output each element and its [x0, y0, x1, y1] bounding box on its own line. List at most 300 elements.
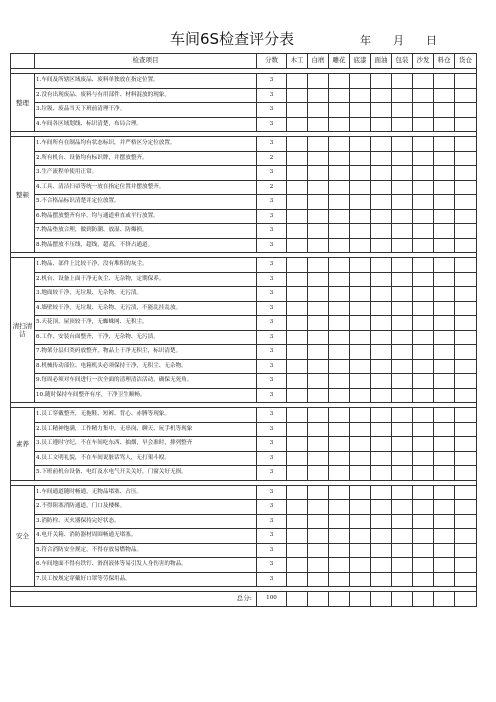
dept-score-cell[interactable] [455, 74, 477, 89]
dept-score-cell[interactable] [392, 572, 413, 587]
dept-score-cell[interactable] [392, 451, 413, 466]
dept-score-cell[interactable] [350, 500, 371, 515]
dept-score-cell[interactable] [329, 466, 350, 481]
dept-score-cell[interactable] [308, 543, 329, 558]
dept-score-cell[interactable] [434, 258, 455, 273]
dept-score-cell[interactable] [392, 422, 413, 437]
dept-score-cell[interactable] [350, 287, 371, 302]
dept-score-cell[interactable] [287, 272, 308, 287]
dept-score-cell[interactable] [392, 209, 413, 224]
dept-score-cell[interactable] [371, 151, 392, 166]
dept-score-cell[interactable] [308, 558, 329, 573]
dept-score-cell[interactable] [455, 151, 477, 166]
dept-total-cell[interactable] [413, 592, 434, 607]
dept-score-cell[interactable] [287, 572, 308, 587]
dept-score-cell[interactable] [413, 137, 434, 152]
dept-score-cell[interactable] [434, 451, 455, 466]
dept-score-cell[interactable] [350, 258, 371, 273]
dept-score-cell[interactable] [287, 258, 308, 273]
dept-score-cell[interactable] [455, 422, 477, 437]
dept-score-cell[interactable] [287, 238, 308, 253]
dept-score-cell[interactable] [371, 437, 392, 452]
dept-score-cell[interactable] [287, 180, 308, 195]
dept-score-cell[interactable] [455, 272, 477, 287]
dept-score-cell[interactable] [350, 74, 371, 89]
dept-score-cell[interactable] [392, 485, 413, 500]
dept-score-cell[interactable] [329, 272, 350, 287]
dept-score-cell[interactable] [413, 529, 434, 544]
dept-score-cell[interactable] [287, 466, 308, 481]
dept-score-cell[interactable] [287, 117, 308, 132]
dept-score-cell[interactable] [434, 209, 455, 224]
dept-score-cell[interactable] [392, 514, 413, 529]
dept-score-cell[interactable] [455, 258, 477, 273]
dept-score-cell[interactable] [329, 151, 350, 166]
dept-score-cell[interactable] [413, 558, 434, 573]
dept-score-cell[interactable] [329, 543, 350, 558]
dept-score-cell[interactable] [308, 437, 329, 452]
dept-score-cell[interactable] [308, 500, 329, 515]
dept-score-cell[interactable] [455, 388, 477, 403]
dept-score-cell[interactable] [287, 166, 308, 181]
dept-score-cell[interactable] [350, 466, 371, 481]
dept-score-cell[interactable] [371, 485, 392, 500]
dept-score-cell[interactable] [350, 195, 371, 210]
dept-score-cell[interactable] [413, 224, 434, 239]
dept-score-cell[interactable] [413, 451, 434, 466]
dept-score-cell[interactable] [308, 180, 329, 195]
dept-score-cell[interactable] [329, 558, 350, 573]
dept-score-cell[interactable] [392, 224, 413, 239]
dept-score-cell[interactable] [371, 422, 392, 437]
dept-score-cell[interactable] [308, 301, 329, 316]
dept-score-cell[interactable] [350, 374, 371, 389]
dept-score-cell[interactable] [434, 330, 455, 345]
dept-score-cell[interactable] [308, 514, 329, 529]
dept-score-cell[interactable] [350, 88, 371, 103]
dept-score-cell[interactable] [413, 422, 434, 437]
dept-score-cell[interactable] [329, 422, 350, 437]
dept-score-cell[interactable] [371, 529, 392, 544]
dept-score-cell[interactable] [329, 316, 350, 331]
dept-score-cell[interactable] [287, 345, 308, 360]
dept-score-cell[interactable] [308, 466, 329, 481]
dept-total-cell[interactable] [371, 592, 392, 607]
dept-score-cell[interactable] [392, 238, 413, 253]
dept-score-cell[interactable] [371, 316, 392, 331]
dept-score-cell[interactable] [413, 209, 434, 224]
dept-score-cell[interactable] [329, 408, 350, 423]
dept-total-cell[interactable] [455, 592, 477, 607]
dept-score-cell[interactable] [371, 330, 392, 345]
dept-score-cell[interactable] [434, 485, 455, 500]
dept-score-cell[interactable] [308, 195, 329, 210]
dept-score-cell[interactable] [287, 558, 308, 573]
dept-score-cell[interactable] [455, 359, 477, 374]
dept-score-cell[interactable] [287, 359, 308, 374]
dept-score-cell[interactable] [434, 345, 455, 360]
dept-score-cell[interactable] [392, 374, 413, 389]
dept-score-cell[interactable] [287, 88, 308, 103]
dept-score-cell[interactable] [287, 195, 308, 210]
dept-score-cell[interactable] [350, 514, 371, 529]
dept-score-cell[interactable] [434, 117, 455, 132]
dept-score-cell[interactable] [413, 180, 434, 195]
dept-score-cell[interactable] [350, 572, 371, 587]
dept-score-cell[interactable] [371, 195, 392, 210]
dept-score-cell[interactable] [329, 330, 350, 345]
dept-score-cell[interactable] [287, 137, 308, 152]
dept-score-cell[interactable] [371, 543, 392, 558]
dept-score-cell[interactable] [329, 359, 350, 374]
dept-score-cell[interactable] [308, 330, 329, 345]
dept-score-cell[interactable] [308, 388, 329, 403]
dept-score-cell[interactable] [455, 238, 477, 253]
dept-score-cell[interactable] [287, 437, 308, 452]
dept-score-cell[interactable] [371, 500, 392, 515]
dept-score-cell[interactable] [350, 103, 371, 118]
dept-score-cell[interactable] [455, 572, 477, 587]
dept-score-cell[interactable] [287, 224, 308, 239]
dept-score-cell[interactable] [308, 117, 329, 132]
dept-total-cell[interactable] [392, 592, 413, 607]
dept-score-cell[interactable] [434, 137, 455, 152]
dept-score-cell[interactable] [434, 359, 455, 374]
dept-score-cell[interactable] [455, 466, 477, 481]
dept-score-cell[interactable] [371, 74, 392, 89]
dept-score-cell[interactable] [350, 209, 371, 224]
dept-score-cell[interactable] [308, 151, 329, 166]
dept-score-cell[interactable] [392, 316, 413, 331]
dept-score-cell[interactable] [455, 316, 477, 331]
dept-score-cell[interactable] [371, 287, 392, 302]
dept-score-cell[interactable] [308, 258, 329, 273]
dept-score-cell[interactable] [329, 572, 350, 587]
dept-score-cell[interactable] [308, 316, 329, 331]
dept-score-cell[interactable] [434, 316, 455, 331]
dept-score-cell[interactable] [350, 359, 371, 374]
dept-score-cell[interactable] [371, 388, 392, 403]
dept-score-cell[interactable] [371, 180, 392, 195]
dept-score-cell[interactable] [329, 137, 350, 152]
dept-score-cell[interactable] [371, 209, 392, 224]
dept-score-cell[interactable] [350, 301, 371, 316]
dept-score-cell[interactable] [413, 195, 434, 210]
dept-score-cell[interactable] [287, 514, 308, 529]
dept-score-cell[interactable] [434, 195, 455, 210]
dept-score-cell[interactable] [434, 558, 455, 573]
dept-score-cell[interactable] [392, 500, 413, 515]
dept-score-cell[interactable] [329, 374, 350, 389]
dept-score-cell[interactable] [371, 558, 392, 573]
dept-score-cell[interactable] [329, 345, 350, 360]
dept-score-cell[interactable] [329, 103, 350, 118]
dept-score-cell[interactable] [392, 388, 413, 403]
dept-score-cell[interactable] [329, 180, 350, 195]
dept-score-cell[interactable] [350, 408, 371, 423]
dept-score-cell[interactable] [287, 408, 308, 423]
dept-score-cell[interactable] [371, 117, 392, 132]
dept-score-cell[interactable] [308, 374, 329, 389]
dept-score-cell[interactable] [455, 543, 477, 558]
dept-score-cell[interactable] [434, 422, 455, 437]
dept-score-cell[interactable] [392, 195, 413, 210]
dept-score-cell[interactable] [329, 258, 350, 273]
dept-score-cell[interactable] [413, 287, 434, 302]
dept-score-cell[interactable] [308, 287, 329, 302]
dept-score-cell[interactable] [434, 529, 455, 544]
dept-score-cell[interactable] [371, 514, 392, 529]
dept-score-cell[interactable] [329, 224, 350, 239]
dept-score-cell[interactable] [455, 374, 477, 389]
dept-score-cell[interactable] [413, 543, 434, 558]
dept-score-cell[interactable] [371, 359, 392, 374]
dept-score-cell[interactable] [455, 408, 477, 423]
dept-score-cell[interactable] [392, 543, 413, 558]
dept-score-cell[interactable] [287, 543, 308, 558]
dept-score-cell[interactable] [308, 74, 329, 89]
dept-score-cell[interactable] [287, 209, 308, 224]
dept-score-cell[interactable] [329, 451, 350, 466]
dept-score-cell[interactable] [350, 422, 371, 437]
dept-score-cell[interactable] [413, 272, 434, 287]
dept-score-cell[interactable] [350, 272, 371, 287]
dept-score-cell[interactable] [413, 572, 434, 587]
dept-score-cell[interactable] [308, 408, 329, 423]
dept-score-cell[interactable] [392, 151, 413, 166]
dept-score-cell[interactable] [308, 238, 329, 253]
dept-score-cell[interactable] [308, 137, 329, 152]
dept-score-cell[interactable] [455, 330, 477, 345]
dept-score-cell[interactable] [308, 345, 329, 360]
dept-score-cell[interactable] [455, 88, 477, 103]
dept-score-cell[interactable] [287, 485, 308, 500]
dept-score-cell[interactable] [350, 451, 371, 466]
dept-score-cell[interactable] [350, 316, 371, 331]
dept-score-cell[interactable] [350, 543, 371, 558]
dept-score-cell[interactable] [455, 103, 477, 118]
dept-score-cell[interactable] [455, 500, 477, 515]
dept-score-cell[interactable] [392, 301, 413, 316]
dept-score-cell[interactable] [287, 103, 308, 118]
dept-score-cell[interactable] [308, 485, 329, 500]
dept-score-cell[interactable] [392, 345, 413, 360]
dept-score-cell[interactable] [392, 103, 413, 118]
dept-score-cell[interactable] [413, 466, 434, 481]
dept-score-cell[interactable] [392, 466, 413, 481]
dept-score-cell[interactable] [350, 166, 371, 181]
dept-score-cell[interactable] [329, 238, 350, 253]
dept-score-cell[interactable] [371, 466, 392, 481]
dept-score-cell[interactable] [455, 117, 477, 132]
dept-score-cell[interactable] [413, 500, 434, 515]
dept-score-cell[interactable] [392, 330, 413, 345]
dept-score-cell[interactable] [371, 258, 392, 273]
dept-score-cell[interactable] [455, 287, 477, 302]
dept-score-cell[interactable] [434, 500, 455, 515]
dept-score-cell[interactable] [308, 166, 329, 181]
dept-score-cell[interactable] [413, 316, 434, 331]
dept-score-cell[interactable] [413, 330, 434, 345]
dept-score-cell[interactable] [392, 437, 413, 452]
dept-score-cell[interactable] [308, 572, 329, 587]
dept-score-cell[interactable] [350, 151, 371, 166]
dept-score-cell[interactable] [371, 137, 392, 152]
dept-score-cell[interactable] [329, 74, 350, 89]
dept-score-cell[interactable] [455, 529, 477, 544]
dept-score-cell[interactable] [455, 301, 477, 316]
dept-score-cell[interactable] [434, 88, 455, 103]
dept-score-cell[interactable] [455, 224, 477, 239]
dept-score-cell[interactable] [287, 374, 308, 389]
dept-score-cell[interactable] [434, 301, 455, 316]
dept-score-cell[interactable] [413, 301, 434, 316]
dept-score-cell[interactable] [434, 151, 455, 166]
dept-score-cell[interactable] [308, 224, 329, 239]
dept-score-cell[interactable] [413, 408, 434, 423]
dept-score-cell[interactable] [350, 117, 371, 132]
dept-score-cell[interactable] [413, 88, 434, 103]
dept-total-cell[interactable] [350, 592, 371, 607]
dept-score-cell[interactable] [287, 529, 308, 544]
dept-score-cell[interactable] [350, 388, 371, 403]
dept-score-cell[interactable] [350, 558, 371, 573]
dept-score-cell[interactable] [308, 422, 329, 437]
dept-score-cell[interactable] [329, 117, 350, 132]
dept-score-cell[interactable] [392, 258, 413, 273]
dept-score-cell[interactable] [329, 195, 350, 210]
dept-score-cell[interactable] [434, 388, 455, 403]
dept-score-cell[interactable] [392, 408, 413, 423]
dept-score-cell[interactable] [329, 287, 350, 302]
dept-total-cell[interactable] [434, 592, 455, 607]
dept-score-cell[interactable] [350, 137, 371, 152]
dept-score-cell[interactable] [308, 451, 329, 466]
dept-score-cell[interactable] [371, 238, 392, 253]
dept-score-cell[interactable] [413, 388, 434, 403]
dept-score-cell[interactable] [434, 572, 455, 587]
dept-score-cell[interactable] [287, 316, 308, 331]
dept-score-cell[interactable] [371, 301, 392, 316]
dept-score-cell[interactable] [329, 209, 350, 224]
dept-score-cell[interactable] [371, 451, 392, 466]
dept-score-cell[interactable] [350, 437, 371, 452]
dept-score-cell[interactable] [455, 180, 477, 195]
dept-score-cell[interactable] [392, 166, 413, 181]
dept-score-cell[interactable] [434, 514, 455, 529]
dept-score-cell[interactable] [455, 345, 477, 360]
dept-score-cell[interactable] [455, 451, 477, 466]
dept-score-cell[interactable] [329, 529, 350, 544]
dept-score-cell[interactable] [455, 437, 477, 452]
dept-score-cell[interactable] [392, 137, 413, 152]
dept-score-cell[interactable] [371, 224, 392, 239]
dept-score-cell[interactable] [287, 388, 308, 403]
dept-score-cell[interactable] [434, 166, 455, 181]
dept-score-cell[interactable] [455, 166, 477, 181]
dept-score-cell[interactable] [413, 374, 434, 389]
dept-score-cell[interactable] [413, 238, 434, 253]
dept-score-cell[interactable] [392, 74, 413, 89]
dept-score-cell[interactable] [392, 180, 413, 195]
dept-score-cell[interactable] [392, 558, 413, 573]
dept-score-cell[interactable] [350, 345, 371, 360]
dept-score-cell[interactable] [455, 485, 477, 500]
dept-score-cell[interactable] [350, 180, 371, 195]
dept-score-cell[interactable] [392, 359, 413, 374]
dept-score-cell[interactable] [371, 166, 392, 181]
dept-score-cell[interactable] [413, 151, 434, 166]
dept-score-cell[interactable] [308, 103, 329, 118]
dept-score-cell[interactable] [287, 500, 308, 515]
dept-score-cell[interactable] [455, 514, 477, 529]
dept-score-cell[interactable] [434, 543, 455, 558]
dept-score-cell[interactable] [413, 103, 434, 118]
dept-score-cell[interactable] [413, 485, 434, 500]
dept-score-cell[interactable] [392, 88, 413, 103]
dept-score-cell[interactable] [455, 558, 477, 573]
dept-score-cell[interactable] [455, 195, 477, 210]
dept-score-cell[interactable] [329, 301, 350, 316]
dept-score-cell[interactable] [392, 287, 413, 302]
dept-score-cell[interactable] [371, 345, 392, 360]
dept-total-cell[interactable] [329, 592, 350, 607]
dept-score-cell[interactable] [413, 74, 434, 89]
dept-score-cell[interactable] [455, 137, 477, 152]
dept-score-cell[interactable] [434, 437, 455, 452]
dept-score-cell[interactable] [434, 287, 455, 302]
dept-score-cell[interactable] [434, 466, 455, 481]
dept-score-cell[interactable] [434, 238, 455, 253]
dept-score-cell[interactable] [329, 500, 350, 515]
dept-score-cell[interactable] [434, 224, 455, 239]
dept-score-cell[interactable] [329, 388, 350, 403]
dept-score-cell[interactable] [413, 437, 434, 452]
dept-score-cell[interactable] [329, 437, 350, 452]
dept-score-cell[interactable] [287, 451, 308, 466]
dept-score-cell[interactable] [350, 330, 371, 345]
dept-score-cell[interactable] [308, 88, 329, 103]
dept-score-cell[interactable] [434, 180, 455, 195]
dept-score-cell[interactable] [434, 374, 455, 389]
dept-score-cell[interactable] [371, 572, 392, 587]
dept-score-cell[interactable] [455, 209, 477, 224]
dept-score-cell[interactable] [350, 485, 371, 500]
dept-total-cell[interactable] [308, 592, 329, 607]
dept-score-cell[interactable] [413, 117, 434, 132]
dept-score-cell[interactable] [350, 529, 371, 544]
dept-score-cell[interactable] [434, 103, 455, 118]
dept-score-cell[interactable] [329, 166, 350, 181]
dept-score-cell[interactable] [434, 408, 455, 423]
dept-score-cell[interactable] [413, 258, 434, 273]
dept-score-cell[interactable] [371, 408, 392, 423]
dept-score-cell[interactable] [350, 224, 371, 239]
dept-score-cell[interactable] [308, 529, 329, 544]
dept-score-cell[interactable] [434, 74, 455, 89]
dept-score-cell[interactable] [371, 88, 392, 103]
dept-score-cell[interactable] [308, 209, 329, 224]
dept-score-cell[interactable] [329, 88, 350, 103]
dept-score-cell[interactable] [287, 74, 308, 89]
dept-score-cell[interactable] [287, 422, 308, 437]
dept-score-cell[interactable] [434, 272, 455, 287]
dept-score-cell[interactable] [308, 359, 329, 374]
dept-score-cell[interactable] [392, 272, 413, 287]
dept-total-cell[interactable] [287, 592, 308, 607]
dept-score-cell[interactable] [308, 272, 329, 287]
dept-score-cell[interactable] [392, 529, 413, 544]
